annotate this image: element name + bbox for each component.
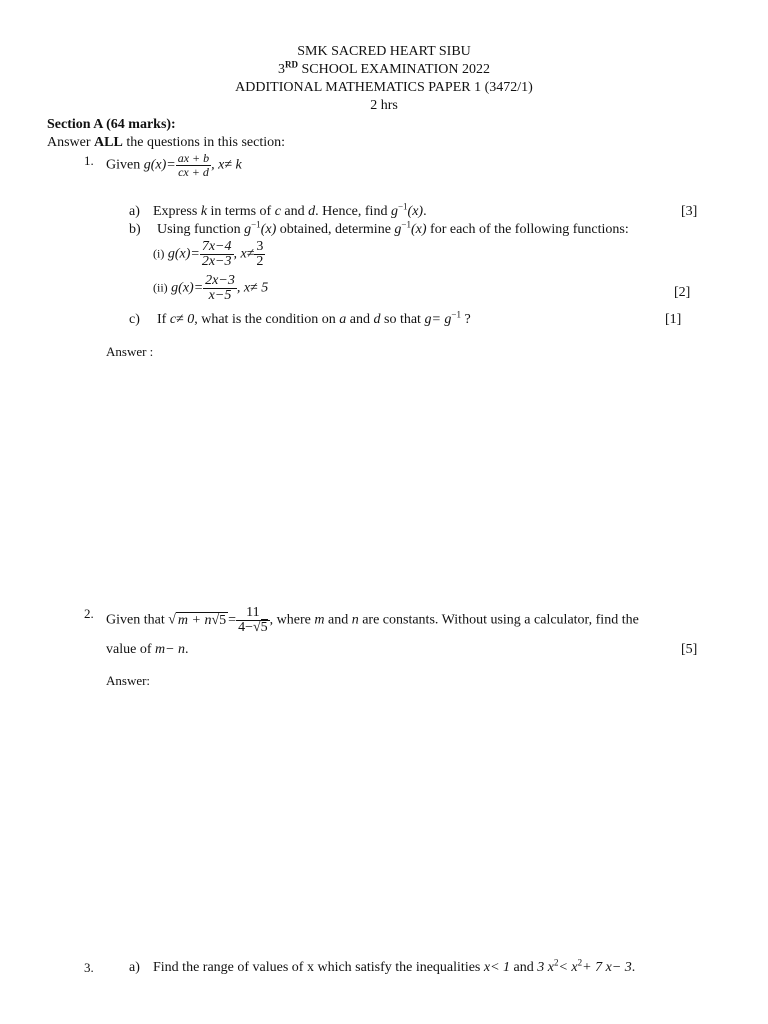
q1a-inv: −1 <box>397 201 408 212</box>
q1-given: Given <box>106 157 144 173</box>
q2-m: m <box>314 612 325 628</box>
q1-stem <box>106 152 242 179</box>
q2-t3: are constants. Without using a calculator, find the <box>358 612 639 628</box>
q1a-t2: in terms of <box>207 204 275 219</box>
exam-ordinal: 3 <box>278 62 285 77</box>
q2-t1: Given that <box>106 612 169 628</box>
q1a-d: d <box>308 204 316 219</box>
sqrt-icon-den: √ <box>252 620 261 635</box>
instruction-pre: Answer <box>47 135 95 150</box>
q1bii <box>153 274 268 303</box>
q1-g-lhs: g(x)= <box>143 157 176 173</box>
q2-frac-den-b: 5 <box>260 620 268 635</box>
q2-expr: m− n <box>154 642 186 657</box>
q1a-x: (x) <box>407 204 424 219</box>
q1bi-label: (i) <box>153 246 165 261</box>
q2-number: 2. <box>84 606 94 621</box>
q1c-and: and <box>346 312 374 327</box>
q1b-inv1: −1 <box>251 219 261 230</box>
q1bii-fraction <box>203 274 237 303</box>
q2-t2: , where <box>269 612 315 628</box>
q1c-eq: g= g <box>424 312 452 327</box>
q2-eq: = <box>228 612 237 628</box>
q1-frac-num: ax + b <box>177 151 210 165</box>
q2-marks: [5] <box>681 642 698 657</box>
exam-title <box>0 59 768 78</box>
q1bii-num: 2x−3 <box>205 273 235 288</box>
q1b-inv2: −1 <box>401 219 411 230</box>
q1bi-cond-fraction <box>254 240 265 269</box>
q1bi-cond: , x≠ <box>233 246 255 262</box>
exam-ordinal-suffix: RD <box>285 59 298 70</box>
q1bii-lhs: g(x)= <box>171 280 204 296</box>
q2-dot: . <box>185 642 189 657</box>
q1c-text <box>157 309 471 328</box>
q1c-d: d <box>373 312 381 327</box>
q2-sqrt-a: m + n <box>177 612 212 628</box>
q1a-k: k <box>200 204 208 219</box>
q1c-label: c) <box>129 312 140 327</box>
q1b-g1: g <box>244 222 252 237</box>
q3-number: 3. <box>84 960 94 975</box>
q1a-g: g <box>390 204 398 219</box>
q2-fraction <box>236 606 270 635</box>
section-title: Section A (64 marks): <box>47 117 176 132</box>
q1b-x1: (x) <box>260 222 277 237</box>
q1b-label: b) <box>129 222 141 237</box>
instruction-all: ALL <box>94 135 123 150</box>
q1a-label: a) <box>129 204 140 219</box>
q1bi-lhs: g(x)= <box>167 246 200 262</box>
q1b-t2: obtained, determine <box>276 222 395 237</box>
q1c-t1: If <box>157 312 170 327</box>
q2-n: n <box>351 612 359 628</box>
q1bii-cond: , x≠ 5 <box>236 280 269 296</box>
q1bi-num: 7x−4 <box>201 239 232 254</box>
q1-fraction <box>176 152 211 179</box>
q2-frac-den <box>236 621 270 635</box>
q3a-label: a) <box>129 960 140 975</box>
q1b-t1: Using function <box>157 222 245 237</box>
q3a-ineq1: x< 1 <box>483 960 511 975</box>
q3a-text <box>153 957 636 976</box>
q1c-cond: c≠ 0 <box>169 312 195 327</box>
q1b-t3: for each of the following functions: <box>426 222 629 237</box>
q1c-a: a <box>339 312 347 327</box>
q3a-t: Find the range of values of x which satisfy the inequalities <box>153 960 484 975</box>
q2-line2 <box>106 642 189 658</box>
q1a-t1: Express <box>153 204 201 219</box>
q3a-ineq2-b: < x <box>558 960 578 975</box>
q2-answer-label: Answer: <box>106 673 151 688</box>
q1-condition: , x≠ k <box>211 157 242 173</box>
sqrt-icon: √ <box>168 612 176 628</box>
q1bi-cnum: 3 <box>256 239 264 254</box>
q1bi-den: 2x−3 <box>201 254 232 269</box>
section-instruction <box>47 135 285 151</box>
q3a-dot: . <box>631 960 636 975</box>
exam-title-rest: SCHOOL EXAMINATION 2022 <box>298 62 490 77</box>
q1c-sup: −1 <box>451 309 461 320</box>
q1a-t3: . Hence, find <box>315 204 391 219</box>
q3a-ineq2-c: + 7 x− 3 <box>582 960 632 975</box>
q1-frac-den: cx + d <box>178 165 209 179</box>
school-name: SMK SACRED HEART SIBU <box>297 44 471 59</box>
q1bi <box>153 240 265 269</box>
paper-title: ADDITIONAL MATHEMATICS PAPER 1 (3472/1) <box>235 80 533 95</box>
q1bii-label: (ii) <box>153 280 168 295</box>
q1b-g2: g <box>394 222 402 237</box>
q1a-text <box>153 201 427 220</box>
q2-sqrt <box>176 612 228 629</box>
q1bii-den: x−5 <box>208 288 232 303</box>
q2-stem <box>106 606 639 635</box>
q1c-q: ? <box>460 312 471 327</box>
q2-and: and <box>324 612 352 628</box>
instruction-post: the questions in this section: <box>122 135 285 150</box>
q2-frac-den-a: 4− <box>238 620 253 635</box>
q1a-marks: [3] <box>681 204 698 219</box>
q2-frac-num: 11 <box>236 606 270 621</box>
q1a-and: and <box>280 204 309 219</box>
q3a-sup2: 2 <box>577 957 583 968</box>
duration: 2 hrs <box>370 98 398 113</box>
q1a-c: c <box>274 204 281 219</box>
q3a-and: and <box>510 960 538 975</box>
q3a-ineq2-a: 3 x <box>537 960 554 975</box>
q2-sqrt-b: 5 <box>219 612 227 628</box>
q3a-sup1: 2 <box>553 957 559 968</box>
q1-answer-label: Answer : <box>106 344 154 359</box>
q1bi-cden: 2 <box>256 254 264 269</box>
q1b-marks: [2] <box>674 285 691 300</box>
q1-number: 1. <box>84 153 94 168</box>
q1b-text <box>157 219 629 238</box>
q1c-t2: , what is the condition on <box>194 312 340 327</box>
q1bi-fraction <box>200 240 234 269</box>
q1a-dot: . <box>423 204 427 219</box>
q1c-t3: so that <box>380 312 425 327</box>
q2-line2-pre: value of <box>106 642 155 657</box>
q1b-x2: (x) <box>411 222 427 237</box>
sqrt-icon-inner: √ <box>211 612 220 628</box>
q1c-marks: [1] <box>665 312 682 327</box>
